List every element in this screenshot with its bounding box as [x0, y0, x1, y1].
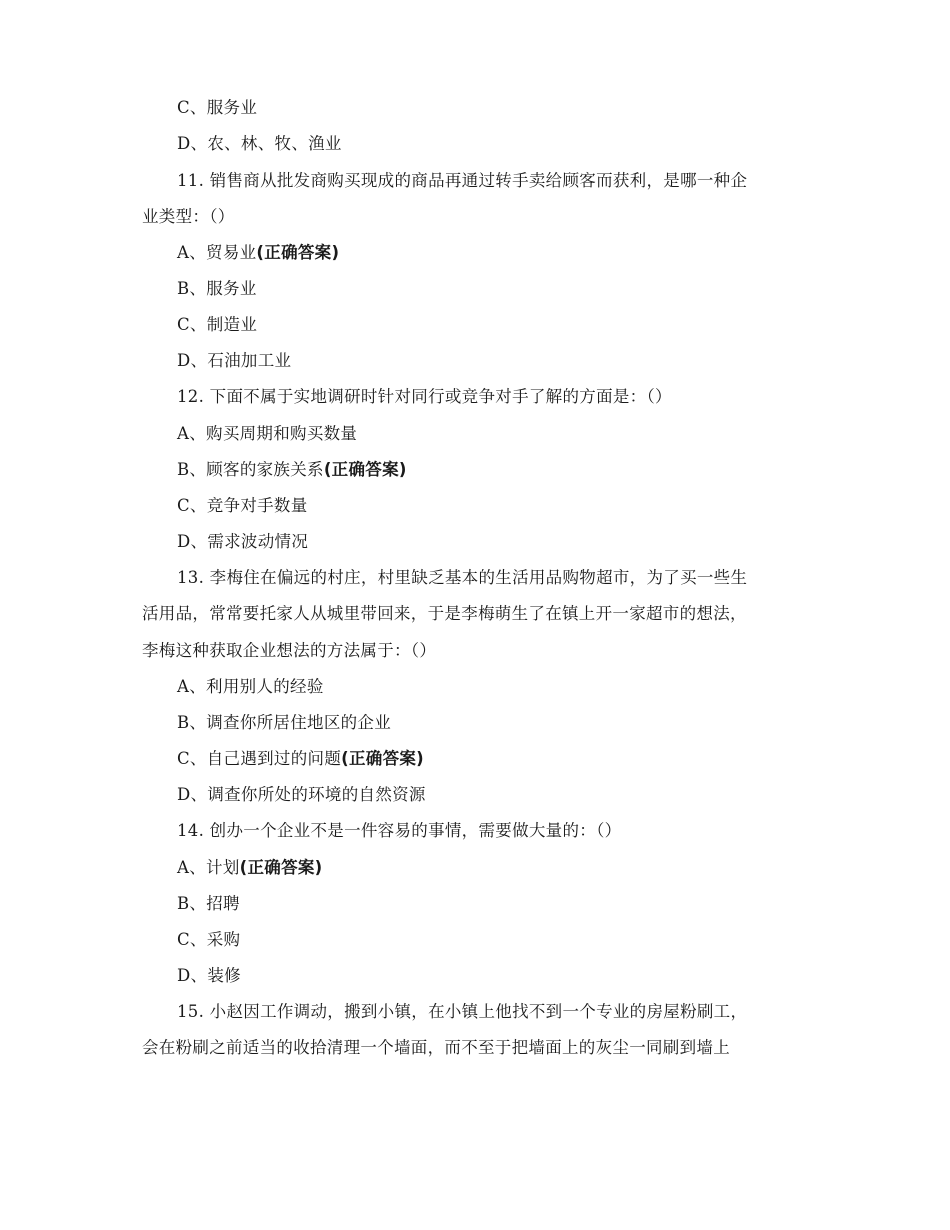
option-line: C、服务业: [177, 98, 258, 117]
question-line: 14. 创办一个企业不是一件容易的事情，需要做大量的：（）: [177, 821, 622, 840]
correct-answer-mark: (正确答案): [239, 858, 323, 877]
question-line: 15. 小赵因工作调动，搬到小镇，在小镇上他找不到一个专业的房屋粉刷工，: [177, 1002, 748, 1021]
option-line: D、需求波动情况: [177, 532, 309, 551]
option-line: C、采购: [177, 930, 241, 949]
option-line: B、调查你所居住地区的企业: [177, 713, 392, 732]
question-line: 12. 下面不属于实地调研时针对同行或竞争对手了解的方面是：（）: [177, 387, 672, 406]
question-line: 业类型：（）: [142, 207, 235, 226]
question-line: 活用品，常常要托家人从城里带回来，于是李梅萌生了在镇上开一家超市的想法，: [142, 604, 747, 623]
option-line: C、竞争对手数量: [177, 496, 308, 515]
option-line: D、装修: [177, 966, 241, 985]
question-line: 11. 销售商从批发商购买现成的商品再通过转手卖给顾客而获利，是哪一种企: [177, 171, 748, 190]
option-line: D、石油加工业: [177, 351, 292, 370]
option-line: A、购买周期和购买数量: [177, 424, 358, 443]
option-line: C、制造业: [177, 315, 258, 334]
correct-answer-mark: (正确答案): [323, 460, 407, 479]
option-line: A、贸易业(正确答案): [177, 243, 340, 262]
question-line: 会在粉刷之前适当的收拾清理一个墙面，而不至于把墙面上的灰尘一同刷到墙上: [142, 1038, 730, 1057]
correct-answer-mark: (正确答案): [341, 749, 425, 768]
option-line: C、自己遇到过的问题(正确答案): [177, 749, 425, 768]
option-line: B、招聘: [177, 894, 240, 913]
option-line: B、顾客的家族关系(正确答案): [177, 460, 407, 479]
option-line: D、调查你所处的环境的自然资源: [177, 785, 426, 804]
question-line: 13. 李梅住在偏远的村庄，村里缺乏基本的生活用品购物超市，为了买一些生: [177, 568, 748, 587]
correct-answer-mark: (正确答案): [256, 243, 340, 262]
option-line: D、农、林、牧、渔业: [177, 134, 342, 153]
option-line: B、服务业: [177, 279, 257, 298]
option-line: A、计划(正确答案): [177, 858, 323, 877]
question-line: 李梅这种获取企业想法的方法属于：（）: [142, 641, 437, 660]
option-line: A、利用别人的经验: [177, 677, 324, 696]
